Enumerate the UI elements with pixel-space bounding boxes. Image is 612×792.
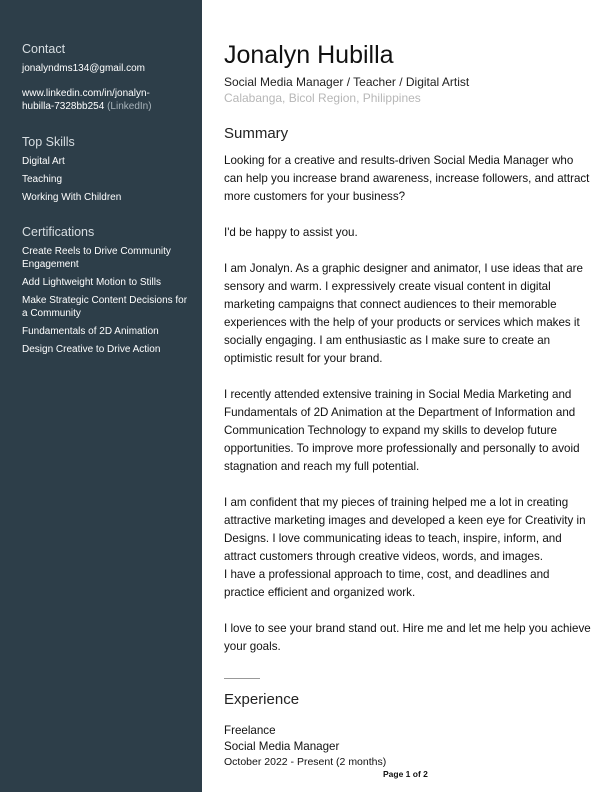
experience-company: Freelance	[224, 724, 276, 737]
certifications-section	[22, 225, 192, 361]
profile-name: Jonalyn Hubilla	[224, 41, 394, 69]
certification-item: Design Creative to Drive Action	[22, 344, 161, 355]
contact-heading: Contact	[22, 42, 66, 56]
summary-paragraph: I am confident that my pieces of training helped me a lot in creating attractive marketing images and developed a keen eye for Creativity in Designs. I love communicating ideas to teach, inspire, inform, and attract customers through creative videos, words, and images.	[224, 496, 586, 563]
linkedin-tag: (LinkedIn)	[107, 101, 152, 112]
skill-item: Digital Art	[22, 156, 65, 167]
skill-item: Teaching	[22, 174, 63, 185]
summary-paragraph: I have a professional approach to time, cost, and deadlines and practice efficient and organized work.	[224, 568, 550, 599]
top-skills-heading: Top Skills	[22, 135, 75, 149]
section-divider	[224, 678, 260, 679]
skill-item: Working With Children	[22, 192, 122, 203]
summary-body	[224, 152, 592, 674]
linkedin-url-line2: hubilla-7328bb254	[22, 101, 105, 112]
profile-location: Calabanga, Bicol Region, Philippines	[224, 91, 421, 105]
top-skills-section	[22, 135, 192, 209]
summary-paragraph: Looking for a creative and results-driven Social Media Manager who can help you increase brand awareness, increase followers, and attract more customers for your business?	[224, 154, 590, 203]
linkedin-url-line1: www.linkedin.com/in/jonalyn-	[22, 88, 150, 99]
summary-paragraph: I recently attended extensive training in Social Media Marketing and Fundamentals of 2D Animation at the Department of Information and Communication Technology to expand my skills to develop future opportunities. To improve more professionally and personally to avoid stagnation and reach my full potential.	[224, 388, 580, 473]
linkedin-link[interactable]	[22, 87, 192, 113]
summary-heading: Summary	[224, 125, 289, 142]
summary-paragraph: I am Jonalyn. As a graphic designer and animator, I use ideas that are sensory and warm. I expressively create visual content in digital marketing campaigns that connect audiences to their memorable experiences with the help of your products or services which makes it socially engaging. I am enthusiastic as I make sure to create an optimistic result for your brand.	[224, 262, 583, 365]
certifications-heading: Certifications	[22, 225, 95, 239]
experience-role: Social Media Manager	[224, 740, 340, 753]
sidebar	[0, 0, 202, 792]
certification-item: Create Reels to Drive Community Engagement	[22, 246, 171, 270]
contact-section	[22, 42, 192, 118]
experience-heading: Experience	[224, 691, 300, 708]
certification-item: Add Lightweight Motion to Stills	[22, 277, 161, 288]
experience-dates: October 2022 - Present (2 months)	[224, 756, 387, 768]
page-number: Page 1 of 2	[383, 769, 428, 779]
summary-paragraph: I'd be happy to assist you.	[224, 226, 358, 239]
email-link[interactable]: jonalyndms134@gmail.com	[22, 63, 145, 74]
certification-item: Make Strategic Content Decisions for a Community	[22, 295, 188, 319]
summary-paragraph: I love to see your brand stand out. Hire me and let me help you achieve your goals.	[224, 622, 591, 653]
certification-item: Fundamentals of 2D Animation	[22, 326, 159, 337]
profile-headline: Social Media Manager / Teacher / Digital Artist	[224, 75, 470, 89]
